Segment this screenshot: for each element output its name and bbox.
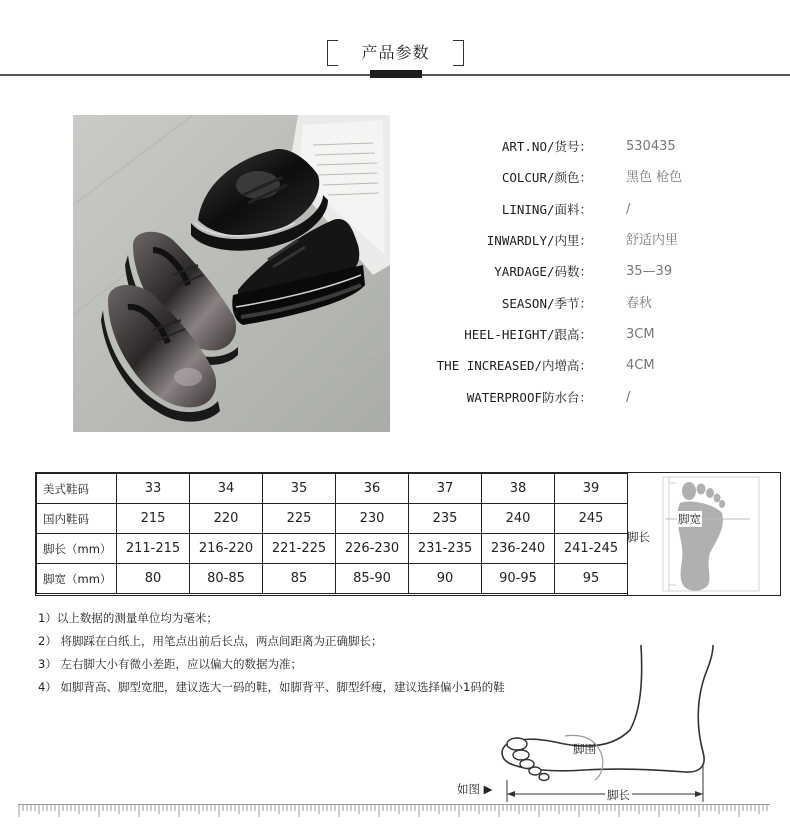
foot-measure-cell bbox=[627, 473, 781, 595]
table-cell: 34 bbox=[190, 474, 263, 504]
spec-label: COLCUR/颜色： bbox=[501, 170, 592, 185]
spec-value: 舒适内里 bbox=[626, 233, 679, 248]
diagram-caption: 如图 ▶ bbox=[457, 782, 493, 796]
spec-label: INWARDLY/内里： bbox=[486, 233, 592, 248]
spec-value: 530435 bbox=[626, 139, 676, 154]
table-cell: 38 bbox=[482, 474, 555, 504]
foot-width-label: 脚宽 bbox=[678, 512, 701, 526]
row-header: 脚宽（mm） bbox=[37, 564, 117, 594]
table-row bbox=[37, 474, 628, 504]
table-cell: 226-230 bbox=[336, 534, 409, 564]
row-header: 美式鞋码 bbox=[37, 474, 117, 504]
section-title-frame bbox=[327, 40, 464, 66]
section-title: 产品参数 bbox=[361, 43, 430, 62]
spec-value: 4CM bbox=[626, 358, 655, 373]
ruler-ticks bbox=[18, 804, 770, 818]
spec-row bbox=[430, 388, 770, 408]
table-cell: 36 bbox=[336, 474, 409, 504]
table-cell: 39 bbox=[555, 474, 628, 504]
spec-label: LINING/面料： bbox=[501, 202, 592, 217]
girth-label: 脚围 bbox=[573, 742, 596, 756]
table-cell: 90-95 bbox=[482, 564, 555, 594]
table-cell: 211-215 bbox=[117, 534, 190, 564]
footprint-diagram bbox=[628, 473, 780, 595]
spec-value: 3CM bbox=[626, 327, 655, 342]
spec-row bbox=[430, 137, 770, 157]
table-cell: 231-235 bbox=[409, 534, 482, 564]
table-cell: 35 bbox=[263, 474, 336, 504]
spec-row bbox=[430, 231, 770, 251]
spec-row bbox=[430, 168, 770, 188]
header-accent-bar bbox=[370, 70, 422, 78]
note-line: 2） 将脚踩在白纸上，用笔点出前后长点，两点间距离为正确脚长； bbox=[38, 634, 383, 648]
size-table bbox=[35, 472, 781, 596]
note-line: 3） 左右脚大小有微小差距，应以偏大的数据为准； bbox=[38, 657, 302, 671]
note-line: 1）以上数据的测量单位均为毫米； bbox=[38, 611, 218, 625]
spec-label: THE INCREASED/内增高： bbox=[436, 358, 592, 373]
table-cell: 33 bbox=[117, 474, 190, 504]
spec-label: WATERPROOF防水台： bbox=[466, 390, 592, 405]
spec-row bbox=[430, 200, 770, 220]
table-cell: 80 bbox=[117, 564, 190, 594]
length-label: 脚长 bbox=[607, 788, 630, 802]
spec-value: / bbox=[626, 202, 631, 217]
table-cell: 85 bbox=[263, 564, 336, 594]
foot-length-label: 脚长 bbox=[627, 530, 650, 544]
table-row bbox=[37, 534, 628, 564]
spec-value: / bbox=[626, 390, 631, 405]
table-cell: 85-90 bbox=[336, 564, 409, 594]
note-line: 4） 如脚背高、脚型宽肥，建议选大一码的鞋，如脚背平、脚型纤瘦，建议选择偏小1码的鞋 bbox=[38, 680, 505, 694]
spec-row bbox=[430, 262, 770, 282]
spec-value: 黑色 枪色 bbox=[626, 170, 683, 185]
table-cell: 236-240 bbox=[482, 534, 555, 564]
shoes-illustration bbox=[73, 115, 390, 432]
table-cell: 230 bbox=[336, 504, 409, 534]
table-cell: 37 bbox=[409, 474, 482, 504]
foot-outline-illustration bbox=[445, 640, 745, 802]
spec-value: 35—39 bbox=[626, 264, 673, 279]
spec-label: YARDAGE/码数： bbox=[494, 264, 592, 279]
spec-row bbox=[430, 325, 770, 345]
table-cell: 216-220 bbox=[190, 534, 263, 564]
foot-measure-diagram bbox=[445, 640, 745, 802]
table-cell: 240 bbox=[482, 504, 555, 534]
spec-value: 春秋 bbox=[626, 296, 653, 311]
table-cell: 90 bbox=[409, 564, 482, 594]
row-header: 国内鞋码 bbox=[37, 504, 117, 534]
row-header: 脚长（mm） bbox=[37, 534, 117, 564]
ruler-strip bbox=[18, 803, 770, 817]
spec-row bbox=[430, 356, 770, 376]
table-row bbox=[37, 564, 628, 594]
table-cell: 241-245 bbox=[555, 534, 628, 564]
product-photo bbox=[73, 115, 390, 432]
table-cell: 215 bbox=[117, 504, 190, 534]
table-cell: 80-85 bbox=[190, 564, 263, 594]
table-cell: 95 bbox=[555, 564, 628, 594]
spec-label: HEEL-HEIGHT/跟高： bbox=[464, 327, 592, 342]
table-cell: 220 bbox=[190, 504, 263, 534]
spec-label: ART.NO/货号： bbox=[501, 139, 592, 154]
table-row bbox=[37, 504, 628, 534]
table-cell: 235 bbox=[409, 504, 482, 534]
spec-label: SEASON/季节： bbox=[501, 296, 592, 311]
table-cell: 225 bbox=[263, 504, 336, 534]
spec-row bbox=[430, 294, 770, 314]
table-cell: 221-225 bbox=[263, 534, 336, 564]
table-cell: 245 bbox=[555, 504, 628, 534]
size-table-grid bbox=[36, 473, 628, 594]
